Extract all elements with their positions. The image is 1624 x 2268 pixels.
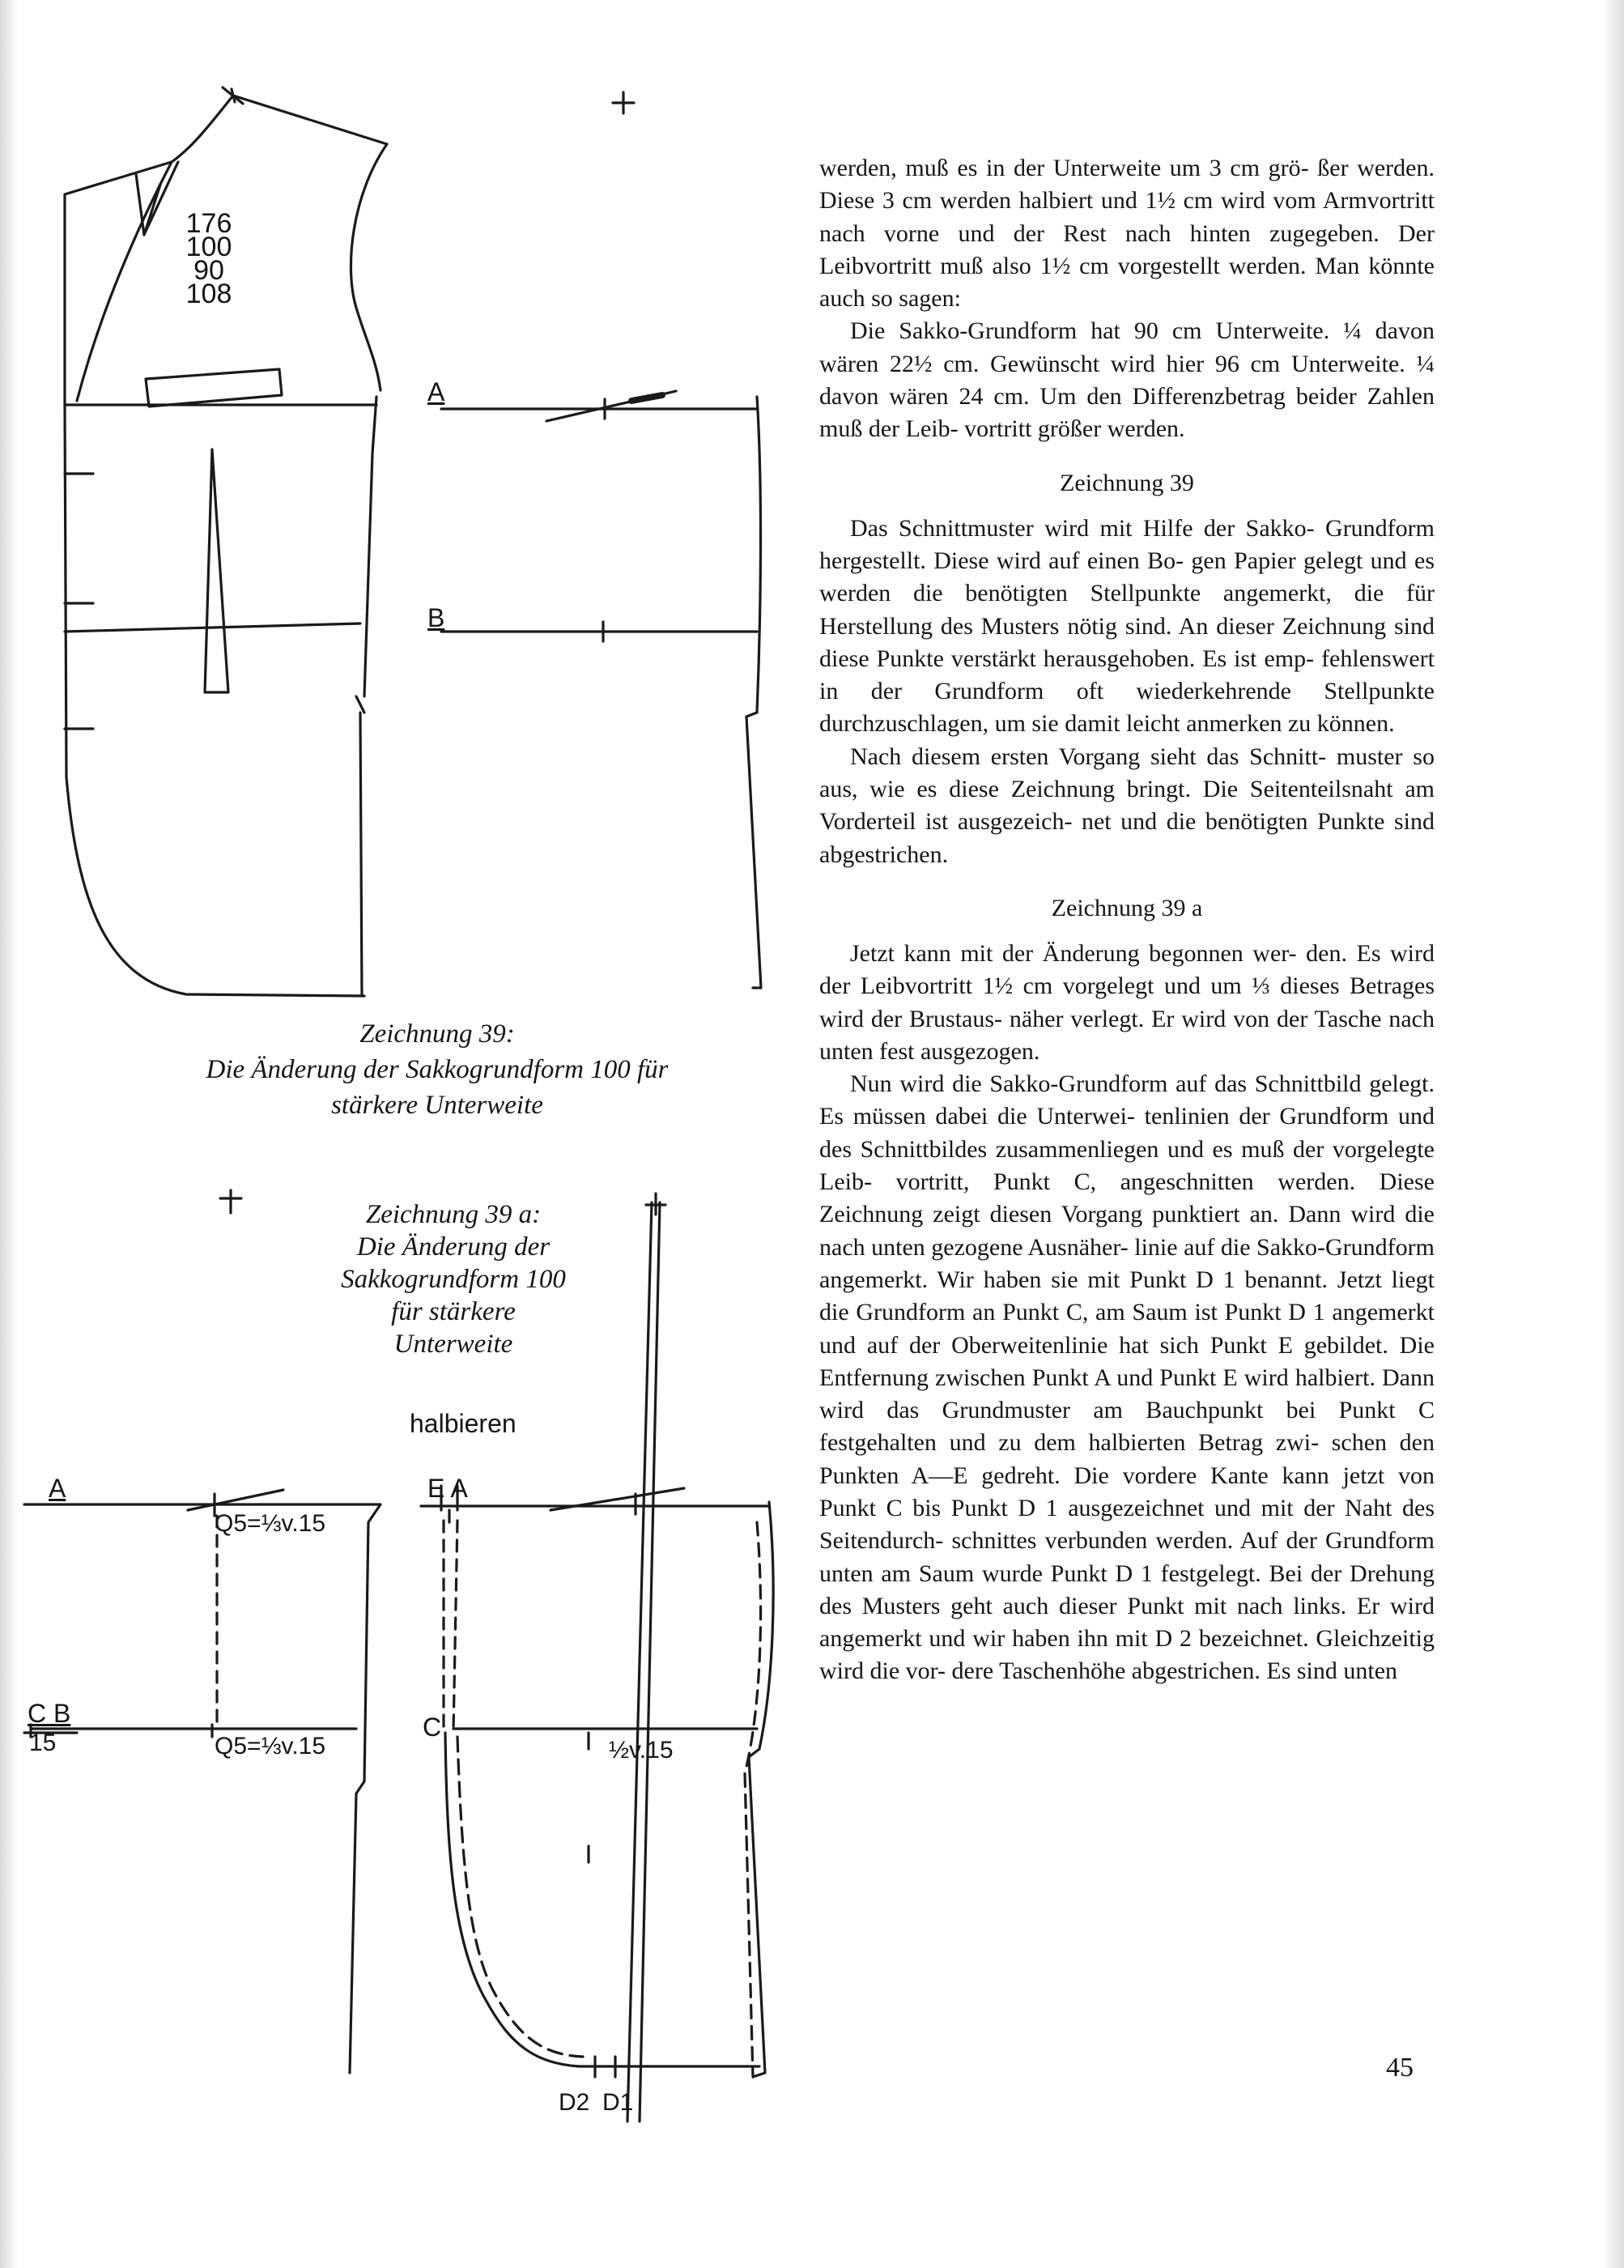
label-e-a: E A [427, 1474, 468, 1503]
label-cb: C B [28, 1699, 71, 1728]
label-15: 15 [29, 1730, 57, 1756]
measurement-176: 176 [185, 208, 232, 239]
label-q5-mid: Q5=⅓v.15 [215, 1733, 326, 1760]
caption-39: Zeichnung 39: Die Änderung der Sakkogrundform 100 für stärkere Unterweite [206, 1019, 669, 1120]
label-half: ½v.15 [609, 1737, 674, 1764]
heading-zeichnung-39: Zeichnung 39 [1060, 469, 1194, 496]
label-c-bottom: C [423, 1713, 442, 1742]
paragraph-4: Nach diesem ersten Vorgang sieht das Schnitt- muster so aus, wie es diese Zeichnung bringt. Die Seitenteilsnaht am Vorderteil ist ausgezeich- net und die benötigten Punkte sind abgestrichen. [819, 743, 1435, 868]
label-d2: D2 [559, 2089, 590, 2116]
measurement-90: 90 [193, 255, 224, 286]
page-edge-right [1603, 0, 1624, 2268]
pattern-drawing-39 [0, 0, 810, 1020]
measurement-108: 108 [185, 279, 232, 309]
heading-zeichnung-39a: Zeichnung 39 a [1051, 894, 1203, 921]
measurement-values [185, 208, 233, 309]
paragraph-2: Die Sakko-Grundform hat 90 cm Unterweite. ¼ davon wären 22½ cm. Gewünscht wird hier 96 cm Unterweite. ¼ davon wären 24 cm. Um den Differenzbetrag beider Zahlen muß der Leib- vortritt größer werden. [819, 317, 1435, 443]
measurement-100: 100 [185, 232, 232, 262]
label-b-top: B [427, 603, 445, 632]
page-number: 45 [1386, 2053, 1414, 2083]
text-column [819, 152, 1435, 1688]
paragraph-6: Nun wird die Sakko-Grundform auf das Schnittbild gelegt. Es müssen dabei die Unterwei- tenlinien der Grundform und des Schnittbildes zusammenliegen und es muß der vorgelegte Leib- vortritt, Punkt C, angeschnitten werden. Diese Zeichnung zeigt diesen Vorgang punktiert an. Dann wird die nach unten gezogene Ausnäher- linie auf die Sakko-Grundform angemerkt. Wir haben sie mit Punkt D 1 benannt. Jetzt liegt die Grundform an Punkt C, am Saum ist Punkt D 1 angemerkt und auf der Oberweitenlinie hat sich Punkt E gebildet. Die Entfernung zwischen Punkt A und Punkt E wird halbiert. Dann wird das Grundmuster am Bauchpunkt bei Punkt C festgehalten und zu dem halbierten Betrag zwi- schen den Punkten A—E gedreht. Die vordere Kante kann jetzt von Punkt C bis Punkt D 1 ausgezeichnet und mit der Naht des Seitendurch- schnittes verbunden werden. Auf der Grundform unten am Saum wurde Punkt D 1 festgelegt. Bei der Drehung des Musters geht auch dieser Punkt mit nach links. Er wird angemerkt und wir haben ihn mit D 2 bezeichnet. Gleichzeitig wird die vor- dere Taschenhöhe abgestrichen. Es sind unten [819, 1070, 1435, 1685]
label-q5-top: Q5=⅓v.15 [215, 1510, 326, 1537]
paragraph-3: Das Schnittmuster wird mit Hilfe der Sakko- Grundform hergestellt. Diese wird auf einen Bo- gen Papier gelegt und es werden die benötigten Stellpunkte angemerkt, die für Herstellung des Musters nötig sind. An dieser Zeichnung sind diese Punkte verstärkt herausgehoben. Es ist emp- fehlenswert in der Grundform oft wiederkehrende Stellpunkte durchzuschlagen, um sie damit leicht anmerken zu können. [819, 514, 1435, 738]
label-a-top: A [427, 377, 445, 406]
label-a-bottom: A [49, 1474, 66, 1503]
label-halbieren: halbieren [410, 1409, 517, 1438]
paragraph-5: Jetzt kann mit der Änderung begonnen wer- den. Es wird der Leibvortritt 1½ cm vorgelegt und um ⅓ dieses Betrages wird der Brustaus- näher verlegt. Er wird von der Tasche nach unten fest ausgezogen. [819, 939, 1435, 1065]
paragraph-1: werden, muß es in der Unterweite um 3 cm grö- ßer werden. Diese 3 cm werden halbiert und 1½ cm wird vom Armvortritt nach vorne und der Rest nach hinten zugegeben. Der Leibvortritt muß also 1½ cm vorgestellt werden. Man könnte auch so sagen: [819, 155, 1435, 313]
label-d1: D1 [602, 2089, 634, 2116]
caption-39a: Zeichnung 39 a: Die Änderung der Sakkogrundform 100 für stärkere Unterweite [341, 1200, 566, 1359]
